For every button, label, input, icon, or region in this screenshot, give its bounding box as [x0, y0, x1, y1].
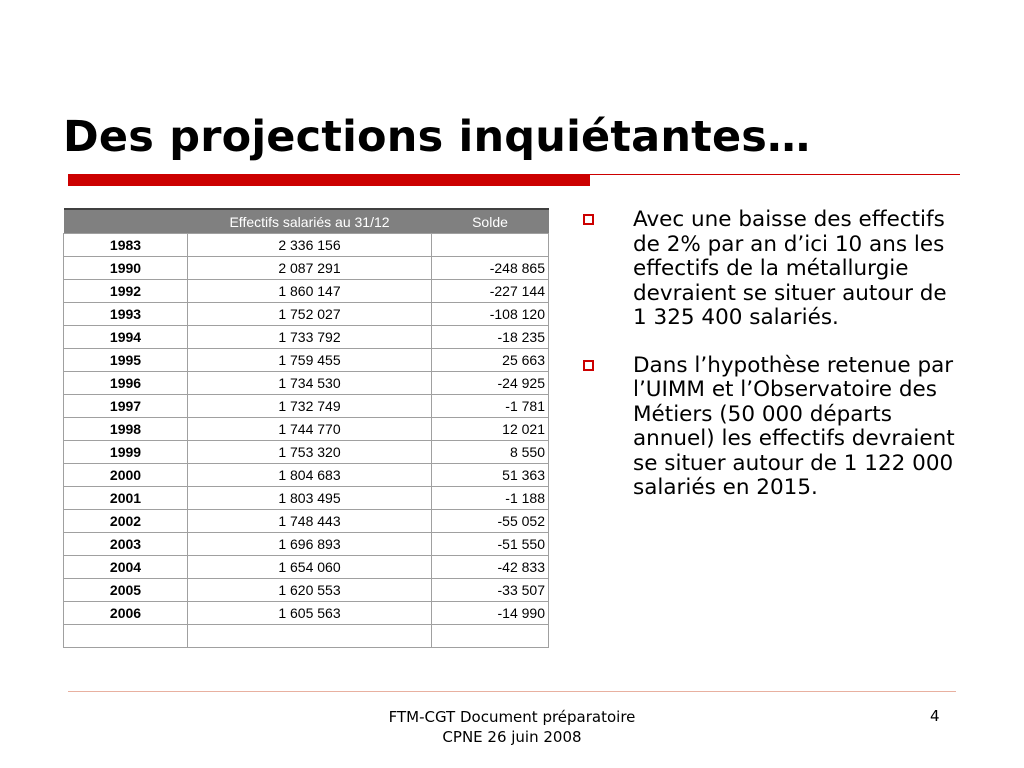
table-body: [64, 234, 549, 648]
bullet-text: Dans l’hypothèse retenue par l’UIMM et l’Observatoire des Métiers (50 000 départs annuel) les effectifs devraient se situer autour de 1 122 000 salariés en 2015.: [633, 352, 955, 500]
table-cell-solde: -248 865: [432, 257, 549, 280]
table-cell-solde: -14 990: [432, 602, 549, 625]
table-cell-year: 2001: [64, 487, 188, 510]
table-cell-effectifs: 1 734 530: [188, 372, 432, 395]
table-row: [64, 625, 549, 648]
table-cell-year: 1993: [64, 303, 188, 326]
table-row: [64, 257, 549, 280]
table-cell-solde: 25 663: [432, 349, 549, 372]
table-cell-year: [64, 625, 188, 648]
table-cell-solde: -1 188: [432, 487, 549, 510]
table-row: [64, 418, 549, 441]
bullet-item: [580, 208, 960, 331]
table-cell-effectifs: 1 804 683: [188, 464, 432, 487]
bullet-list: [580, 208, 960, 524]
table-cell-year: 2000: [64, 464, 188, 487]
table-cell-solde: -1 781: [432, 395, 549, 418]
table-cell-solde: 8 550: [432, 441, 549, 464]
table-header-year: [64, 209, 188, 234]
table-cell-year: 1996: [64, 372, 188, 395]
table-cell-year: 1983: [64, 234, 188, 257]
table-cell-year: 1995: [64, 349, 188, 372]
table-cell-effectifs: 1 748 443: [188, 510, 432, 533]
table-cell-solde: -42 833: [432, 556, 549, 579]
table-cell-effectifs: 1 744 770: [188, 418, 432, 441]
table-cell-effectifs: 1 696 893: [188, 533, 432, 556]
table-cell-effectifs: 1 605 563: [188, 602, 432, 625]
table-row: [64, 372, 549, 395]
table-cell-effectifs: 2 087 291: [188, 257, 432, 280]
table-row: [64, 395, 549, 418]
table-cell-solde: -18 235: [432, 326, 549, 349]
table-cell-solde: 12 021: [432, 418, 549, 441]
table-cell-effectifs: 1 803 495: [188, 487, 432, 510]
table-cell-effectifs: 1 759 455: [188, 349, 432, 372]
table-cell-year: 2004: [64, 556, 188, 579]
table-row: [64, 349, 549, 372]
table-cell-solde: -33 507: [432, 579, 549, 602]
table-cell-solde: -227 144: [432, 280, 549, 303]
table-row: [64, 533, 549, 556]
table-cell-year: 1999: [64, 441, 188, 464]
table-cell-year: 1990: [64, 257, 188, 280]
table-row: [64, 326, 549, 349]
footer-divider: [68, 691, 956, 692]
square-bullet-icon: [583, 360, 594, 371]
table-cell-year: 1992: [64, 280, 188, 303]
table-cell-year: 2006: [64, 602, 188, 625]
bullet-item: [580, 354, 960, 501]
table-cell-solde: [432, 234, 549, 257]
table-cell-effectifs: [188, 625, 432, 648]
table-cell-year: 2002: [64, 510, 188, 533]
table-row: [64, 464, 549, 487]
footer-text: [312, 707, 712, 747]
table-cell-solde: [432, 625, 549, 648]
table-row: [64, 280, 549, 303]
title-underline-thick: [68, 174, 590, 186]
table-header-solde: Solde: [432, 209, 549, 234]
table-cell-effectifs: 1 654 060: [188, 556, 432, 579]
table-cell-effectifs: 1 752 027: [188, 303, 432, 326]
table-row: [64, 602, 549, 625]
table-row: [64, 303, 549, 326]
table-cell-solde: -51 550: [432, 533, 549, 556]
table-row: [64, 487, 549, 510]
square-bullet-icon: [583, 214, 594, 225]
slide-title: Des projections inquiétantes…: [63, 112, 811, 162]
table-cell-effectifs: 1 860 147: [188, 280, 432, 303]
table-row: [64, 441, 549, 464]
table-cell-effectifs: 1 733 792: [188, 326, 432, 349]
table-cell-year: 2005: [64, 579, 188, 602]
table-cell-solde: -108 120: [432, 303, 549, 326]
title-underline-thin: [590, 174, 960, 175]
table-cell-effectifs: 1 753 320: [188, 441, 432, 464]
table-cell-year: 1994: [64, 326, 188, 349]
table-cell-solde: -24 925: [432, 372, 549, 395]
bullet-text: Avec une baisse des effectifs de 2% par an d’ici 10 ans les effectifs de la métallurgie devraient se situer autour de 1 325 400 salariés.: [633, 207, 947, 330]
table-cell-effectifs: 1 732 749: [188, 395, 432, 418]
footer-line-1: FTM-CGT Document préparatoire: [388, 708, 636, 726]
table-cell-effectifs: 2 336 156: [188, 234, 432, 257]
footer-line-2: CPNE 26 juin 2008: [442, 728, 582, 746]
table-row: [64, 234, 549, 257]
page-number: 4: [930, 707, 940, 725]
table-cell-year: 2003: [64, 533, 188, 556]
table-cell-year: 1997: [64, 395, 188, 418]
table-header-effectifs: Effectifs salariés au 31/12: [188, 209, 432, 234]
table-row: [64, 510, 549, 533]
table-cell-effectifs: 1 620 553: [188, 579, 432, 602]
table-cell-solde: -55 052: [432, 510, 549, 533]
table-cell-year: 1998: [64, 418, 188, 441]
table-row: [64, 579, 549, 602]
table-cell-solde: 51 363: [432, 464, 549, 487]
table-row: [64, 556, 549, 579]
table-header-row: [64, 209, 549, 234]
workforce-table: [63, 208, 549, 648]
